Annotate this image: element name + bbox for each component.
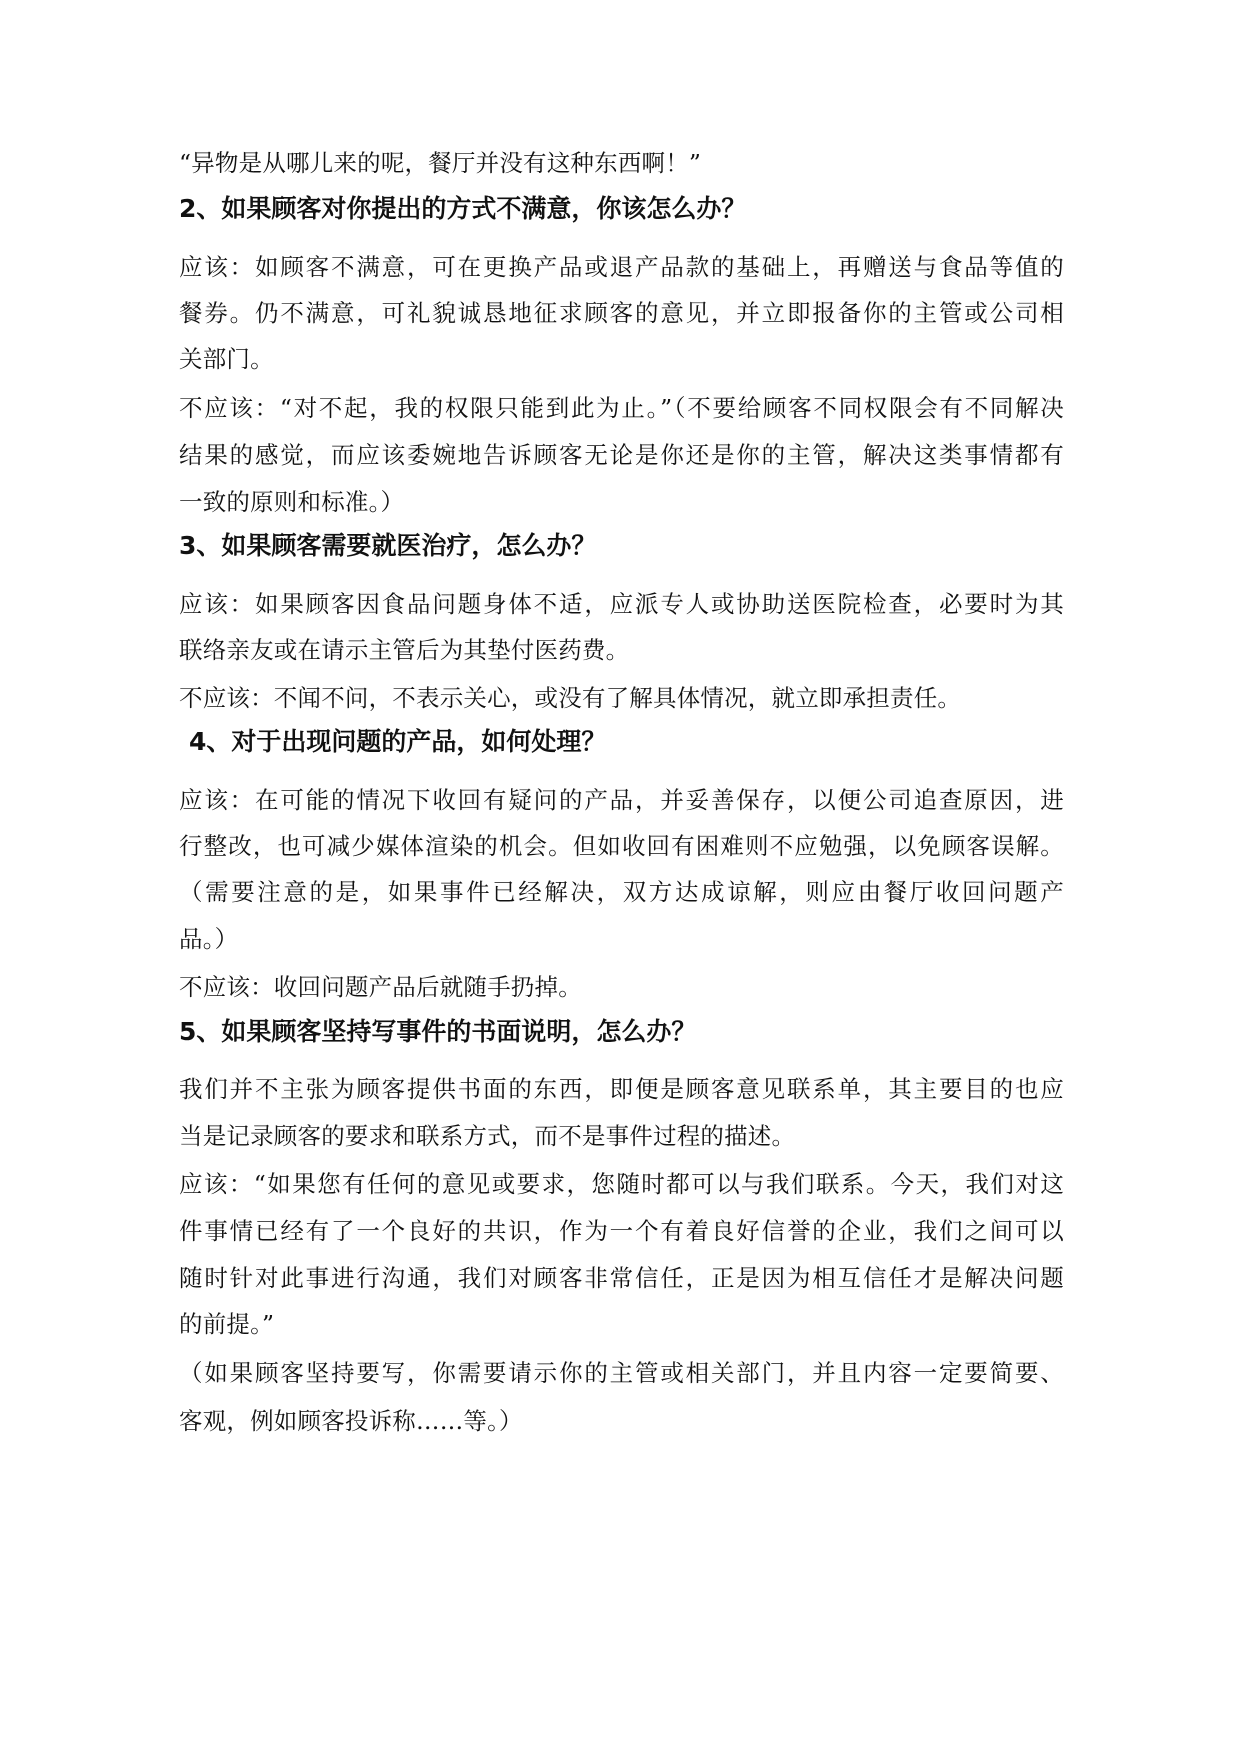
question-4-heading: 4、对于出现问题的产品，如何处理？ [189,727,607,756]
q2-should-not-line: 结果的感觉，而应该委婉地告诉顾客无论是你还是你的主管，解决这类事情都有 [179,441,1064,469]
question-3-heading: 3、如果顾客需要就医治疗，怎么办？ [179,531,597,560]
q5-note-line: 客观，例如顾客投诉称……等。） [179,1407,523,1435]
q5-should-line: 的前提。” [179,1310,275,1338]
q2-should-not-line: 一致的原则和标准。） [179,488,405,516]
q5-intro-line: 当是记录顾客的要求和联系方式，而不是事件过程的描述。 [179,1122,796,1150]
q5-note-line: （如果顾客坚持要写，你需要请示你的主管或相关部门，并且内容一定要简要、 [179,1359,1064,1387]
q5-should-line: 件事情已经有了一个良好的共识，作为一个有着良好信誉的企业，我们之间可以 [179,1217,1064,1245]
q3-should-line: 联络亲友或在请示主管后为其垫付医药费。 [179,636,630,664]
q2-should-line: 关部门。 [179,345,274,373]
q3-should-line: 应该：如果顾客因食品问题身体不适，应派专人或协助送医院检查，必要时为其 [179,590,1064,618]
q2-should-not-line: 不应该：“对不起，我的权限只能到此为止。”（不要给顾客不同权限会有不同解决 [179,394,1064,422]
intro-quote: “异物是从哪儿来的呢，餐厅并没有这种东西啊！” [179,149,702,177]
q4-should-not-line: 不应该：收回问题产品后就随手扔掉。 [179,973,582,1001]
q4-should-line: 应该：在可能的情况下收回有疑问的产品，并妥善保存，以便公司追查原因，进 [179,786,1064,814]
question-5-heading: 5、如果顾客坚持写事件的书面说明，怎么办？ [179,1017,697,1046]
q5-should-line: 随时针对此事进行沟通，我们对顾客非常信任，正是因为相互信任才是解决问题 [179,1264,1064,1292]
q4-should-line: 品。） [179,925,239,953]
q3-should-not-line: 不应该：不闻不问，不表示关心，或没有了解具体情况，就立即承担责任。 [179,684,962,712]
q5-intro-line: 我们并不主张为顾客提供书面的东西，即便是顾客意见联系单，其主要目的也应 [179,1075,1064,1103]
q5-should-line: 应该：“如果您有任何的意见或要求，您随时都可以与我们联系。今天，我们对这 [179,1170,1064,1198]
q2-should-line: 餐券。仍不满意，可礼貌诚恳地征求顾客的意见，并立即报备你的主管或公司相 [179,299,1064,327]
q2-should-line: 应该：如顾客不满意，可在更换产品或退产品款的基础上，再赠送与食品等值的 [179,253,1064,281]
question-2-heading: 2、如果顾客对你提出的方式不满意，你该怎么办？ [179,194,747,223]
q4-should-line: （需要注意的是，如果事件已经解决，双方达成谅解，则应由餐厅收回问题产 [179,878,1064,906]
q4-should-line: 行整改，也可减少媒体渲染的机会。但如收回有困难则不应勉强，以免顾客误解。 [179,832,1064,860]
